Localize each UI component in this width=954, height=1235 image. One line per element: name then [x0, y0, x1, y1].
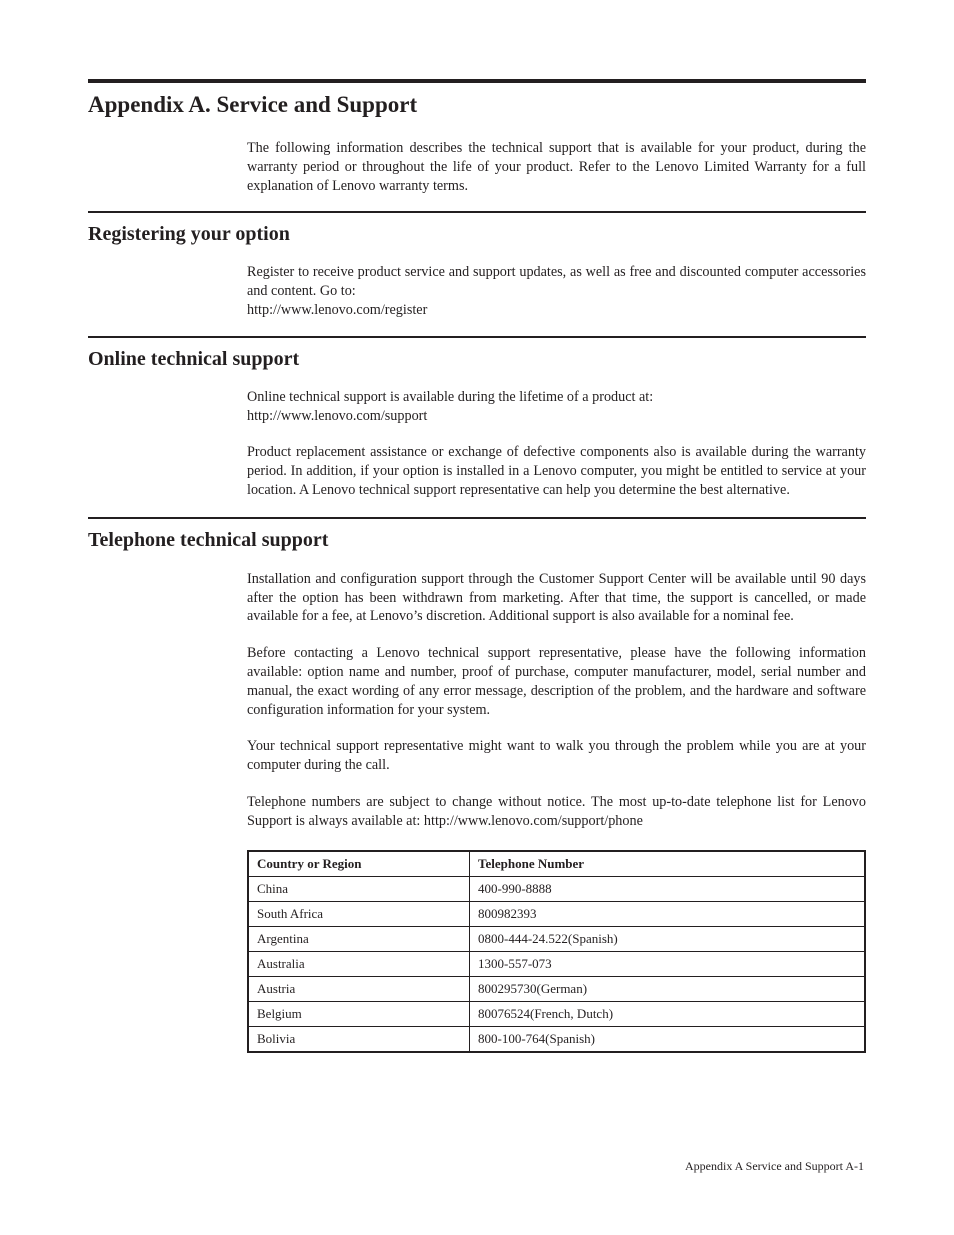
- intro-section: [247, 139, 866, 195]
- table-header-row: [248, 851, 865, 877]
- header-country: Country or Region: [248, 851, 470, 877]
- phone-table: [247, 850, 866, 1053]
- country-cell: China: [248, 876, 470, 901]
- header-telephone: Telephone Number: [470, 851, 866, 877]
- section-rule: [88, 336, 866, 338]
- country-cell: Belgium: [248, 1001, 470, 1026]
- online-paragraph-1: Online technical support is available during the lifetime of a product at:: [247, 388, 654, 405]
- online-paragraph-2: Product replacement assistance or exchange of defective components also is available during the warranty period. In addition, if your option is installed in a Lenovo computer, you might be entitled to service at your location. A Lenovo technical support representative can help you determine the best alternative.: [247, 444, 866, 498]
- registering-section: [247, 263, 866, 319]
- heading-registering: Registering your option: [88, 223, 290, 246]
- phone-cell: 800-100-764(Spanish): [470, 1026, 866, 1052]
- phone-cell: 1300-557-073: [470, 951, 866, 976]
- online-section: [247, 388, 866, 500]
- phone-cell: 800982393: [470, 901, 866, 926]
- telephone-paragraph-1: Installation and configuration support through the Customer Support Center will be available until 90 days after the option has been withdrawn from marketing. After that time, the support is cancelled, or made available for a fee, at Lenovo’s discretion. Additional support is also available for a nominal fee.: [247, 570, 866, 625]
- register-link[interactable]: http://www.lenovo.com/register: [247, 301, 428, 318]
- telephone-paragraph-3: Your technical support representative might want to walk you through the problem while you are at your computer during the call.: [247, 738, 866, 774]
- title-rule: [88, 79, 866, 83]
- telephone-section: [247, 570, 866, 831]
- support-link[interactable]: http://www.lenovo.com/support: [247, 407, 428, 424]
- country-cell: Argentina: [248, 926, 470, 951]
- table-row: [248, 901, 865, 926]
- page-title: Appendix A. Service and Support: [88, 92, 418, 117]
- table-row: [248, 951, 865, 976]
- table-row: [248, 1001, 865, 1026]
- country-cell: Australia: [248, 951, 470, 976]
- country-cell: Austria: [248, 976, 470, 1001]
- table-row: [248, 926, 865, 951]
- country-cell: Bolivia: [248, 1026, 470, 1052]
- phone-cell: 800295730(German): [470, 976, 866, 1001]
- telephone-paragraph-2: Before contacting a Lenovo technical support representative, please have the following information available: option name and number, proof of purchase, computer manufacturer, model, serial number and manual, the exact wording of any error message, description of the problem, and the hardware and software configuration information for your system.: [247, 645, 866, 718]
- phone-cell: 400-990-8888: [470, 876, 866, 901]
- registering-paragraph: Register to receive product service and support updates, as well as free and discounted computer accessories and content. Go to:: [247, 264, 866, 300]
- phone-cell: 80076524(French, Dutch): [470, 1001, 866, 1026]
- intro-paragraph: The following information describes the technical support that is available for your product, during the warranty period or throughout the life of your product. Refer to the Lenovo Limited Warranty for a full explanation of Lenovo warranty terms.: [247, 140, 866, 194]
- heading-telephone: Telephone technical support: [88, 528, 329, 551]
- telephone-paragraph-4: Telephone numbers are subject to change without notice. The most up-to-date telephone list for Lenovo Support is always available at: http://www.lenovo.com/support/phone: [247, 793, 866, 829]
- section-rule: [88, 517, 866, 519]
- page: [88, 79, 866, 1053]
- phone-cell: 0800-444-24.522(Spanish): [470, 926, 866, 951]
- section-rule: [88, 211, 866, 213]
- table-row: [248, 1026, 865, 1052]
- table-row: [248, 876, 865, 901]
- table-row: [248, 976, 865, 1001]
- country-cell: South Africa: [248, 901, 470, 926]
- page-footer: Appendix A Service and Support A-1: [685, 1159, 864, 1173]
- heading-online: Online technical support: [88, 347, 300, 370]
